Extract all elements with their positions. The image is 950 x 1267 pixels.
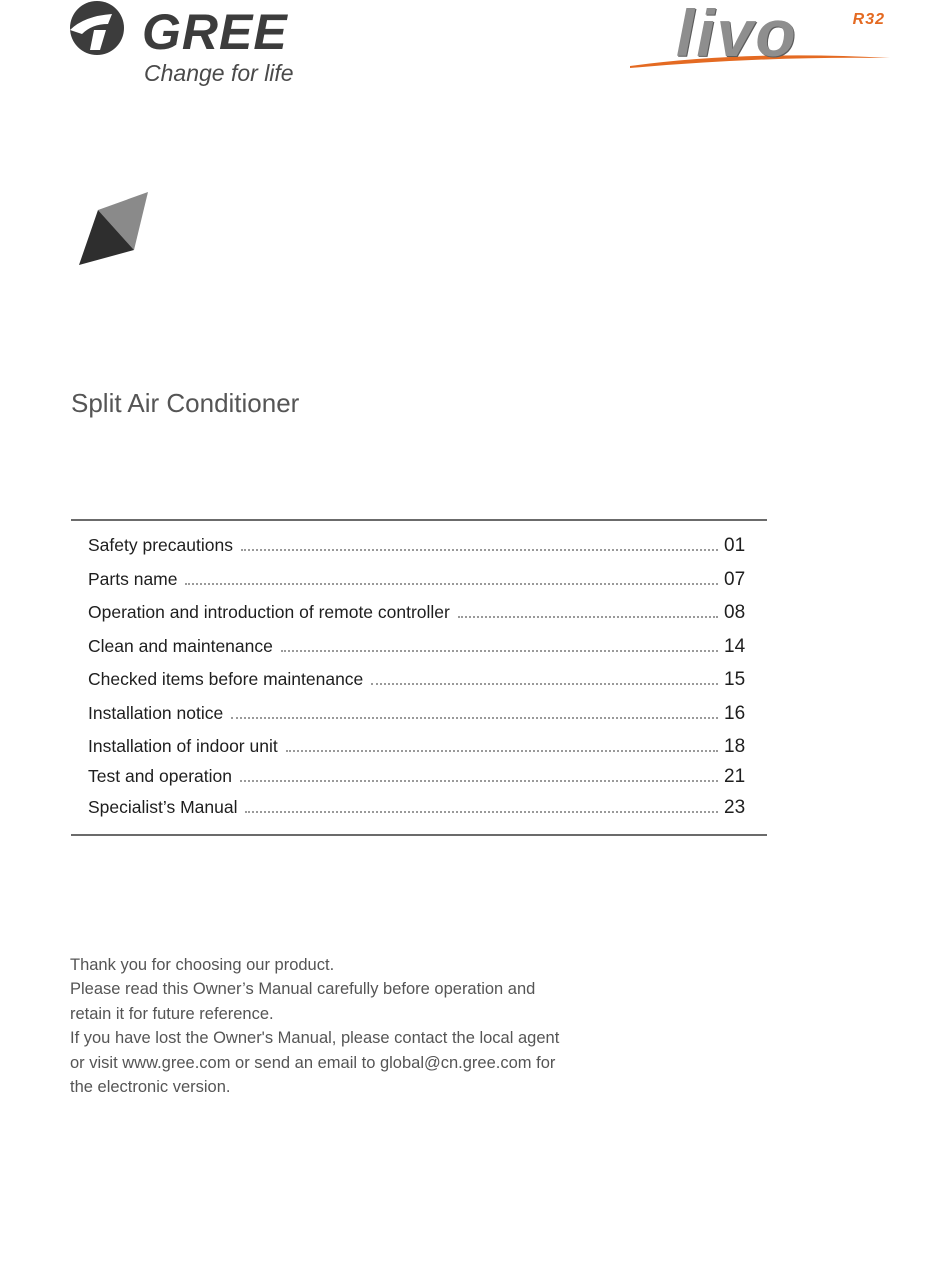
toc-entry-test-and-operation[interactable]	[88, 763, 750, 789]
toc-page-number: 16	[724, 703, 746, 724]
intro-line: Please read this Owner’s Manual carefully before operation and	[70, 980, 536, 999]
toc-page-number: 01	[724, 535, 746, 556]
toc-leader-dots	[281, 644, 718, 652]
diamond-icon	[78, 192, 150, 266]
toc-label: Checked items before maintenance	[88, 669, 364, 689]
toc-leader-dots	[185, 577, 718, 585]
toc-entry-remote-controller[interactable]	[88, 599, 750, 625]
toc-page-number: 07	[724, 569, 746, 590]
product-name: livo	[676, 0, 798, 70]
toc-leader-dots	[231, 711, 718, 719]
toc-page-number: 15	[724, 669, 746, 690]
toc-leader-dots	[241, 543, 718, 551]
intro-line: the electronic version.	[70, 1078, 231, 1097]
toc-leader-dots	[371, 677, 718, 685]
product-logo	[628, 0, 893, 72]
toc-leader-dots	[245, 805, 718, 813]
toc-label: Installation notice	[88, 703, 224, 723]
intro-line: If you have lost the Owner's Manual, please contact the local agent	[70, 1029, 560, 1048]
toc-page-number: 21	[724, 766, 746, 787]
brand-name: GREE	[142, 4, 288, 60]
toc-label: Safety precautions	[88, 535, 233, 555]
intro-line: or visit www.gree.com or send an email to global@cn.gree.com for	[70, 1053, 556, 1072]
toc-leader-dots	[458, 610, 718, 618]
toc-leader-dots	[286, 744, 718, 752]
document-title: Split Air Conditioner	[71, 388, 300, 418]
toc-page-number: 23	[724, 797, 746, 818]
toc-label: Specialist’s Manual	[88, 797, 238, 817]
toc-label: Operation and introduction of remote controller	[88, 602, 450, 622]
intro-line: retain it for future reference.	[70, 1004, 274, 1023]
toc-entry-checked-items[interactable]	[88, 666, 750, 692]
toc-entry-specialists-manual[interactable]	[88, 794, 750, 820]
toc-entry-parts-name[interactable]	[88, 566, 750, 592]
refrigerant-badge: R32	[852, 11, 885, 28]
intro-line: Thank you for choosing our product.	[70, 956, 335, 974]
brand-tagline: Change for life	[144, 60, 294, 86]
toc-label: Installation of indoor unit	[88, 736, 278, 756]
toc-label: Test and operation	[88, 766, 232, 786]
toc-entry-installation-indoor-unit[interactable]	[88, 733, 750, 759]
toc-label: Clean and maintenance	[88, 636, 273, 656]
toc-entry-clean-and-maintenance[interactable]	[88, 633, 750, 659]
toc-entry-safety-precautions[interactable]	[88, 532, 750, 558]
gree-swirl-icon	[64, 0, 134, 60]
toc-entry-installation-notice[interactable]	[88, 700, 750, 726]
toc-leader-dots	[240, 774, 718, 782]
table-of-contents	[71, 519, 767, 836]
toc-page-number: 08	[724, 602, 746, 623]
toc-page-number: 14	[724, 636, 746, 657]
toc-page-number: 18	[724, 736, 746, 757]
toc-label: Parts name	[88, 569, 178, 589]
intro-paragraph	[70, 953, 650, 1099]
brand-logo	[64, 0, 354, 92]
